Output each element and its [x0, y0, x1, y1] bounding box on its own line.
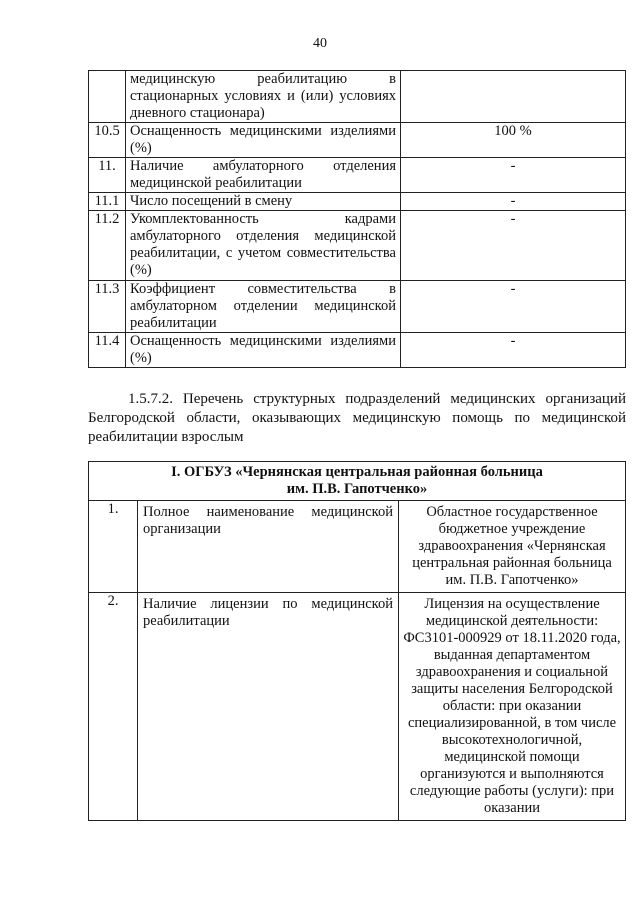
indicator-name: Коэффициент совместительства в амбулаторном отделении медицинской реабилитации	[126, 281, 401, 333]
indicator-value: -	[401, 333, 626, 368]
field-value: Областное государственное бюджетное учреждение здравоохранения «Чернянская центральная районная больница им. П.В. Гапотченко»	[399, 501, 626, 593]
row-number	[89, 71, 126, 123]
table-row	[89, 123, 626, 158]
indicator-name: Укомплектованность кадрами амбулаторного отделения медицинской реабилитации, с учетом совместительства (%)	[126, 211, 401, 281]
field-value: Лицензия на осуществление медицинской деятельности: ФС3101-000929 от 18.11.2020 года, выданная департаментом здравоохранения и социальной защиты населения Белгородской области: при оказании специализированной, в том числе высокотехнологичной, медицинской помощи организуются и выполняются следующие работы (услуги): при оказании	[399, 593, 626, 821]
indicator-value: -	[401, 158, 626, 193]
indicator-name: медицинскую реабилитацию в стационарных условиях и (или) условиях дневного стационара)	[126, 71, 401, 123]
row-number: 1.	[89, 501, 138, 593]
row-number: 11.	[89, 158, 126, 193]
field-name: Наличие лицензии по медицинской реабилитации	[138, 593, 399, 821]
indicator-name: Наличие амбулаторного отделения медицинской реабилитации	[126, 158, 401, 193]
table-row	[89, 501, 626, 593]
row-number: 10.5	[89, 123, 126, 158]
row-number: 11.2	[89, 211, 126, 281]
section-paragraph: 1.5.7.2. Перечень структурных подразделений медицинских организаций Белгородской области, оказывающих медицинскую помощь по медицинской реабилитации взрослым	[88, 391, 626, 445]
organization-header	[89, 462, 626, 501]
table-row	[89, 281, 626, 333]
organization-table	[88, 461, 626, 821]
row-number: 11.3	[89, 281, 126, 333]
indicator-value: 100 %	[401, 123, 626, 158]
table-row	[89, 211, 626, 281]
indicator-name: Оснащенность медицинскими изделиями (%)	[126, 333, 401, 368]
indicator-name: Число посещений в смену	[126, 193, 401, 211]
indicator-name: Оснащенность медицинскими изделиями (%)	[126, 123, 401, 158]
page-number: 40	[313, 36, 327, 51]
table-row	[89, 593, 626, 821]
indicator-value: -	[401, 211, 626, 281]
table-header-row	[89, 462, 626, 501]
indicator-value: -	[401, 193, 626, 211]
indicator-value: -	[401, 281, 626, 333]
indicators-table	[88, 70, 626, 368]
field-name: Полное наименование медицинской организации	[138, 501, 399, 593]
row-number: 2.	[89, 593, 138, 821]
table-row	[89, 333, 626, 368]
table-row	[89, 193, 626, 211]
organization-header-line2: им. П.В. Гапотченко»	[286, 481, 428, 497]
row-number: 11.1	[89, 193, 126, 211]
indicator-value	[401, 71, 626, 123]
row-number: 11.4	[89, 333, 126, 368]
organization-header-line1: I. ОГБУЗ «Чернянская центральная районная больница	[171, 464, 543, 480]
table-row	[89, 158, 626, 193]
table-row	[89, 71, 626, 123]
